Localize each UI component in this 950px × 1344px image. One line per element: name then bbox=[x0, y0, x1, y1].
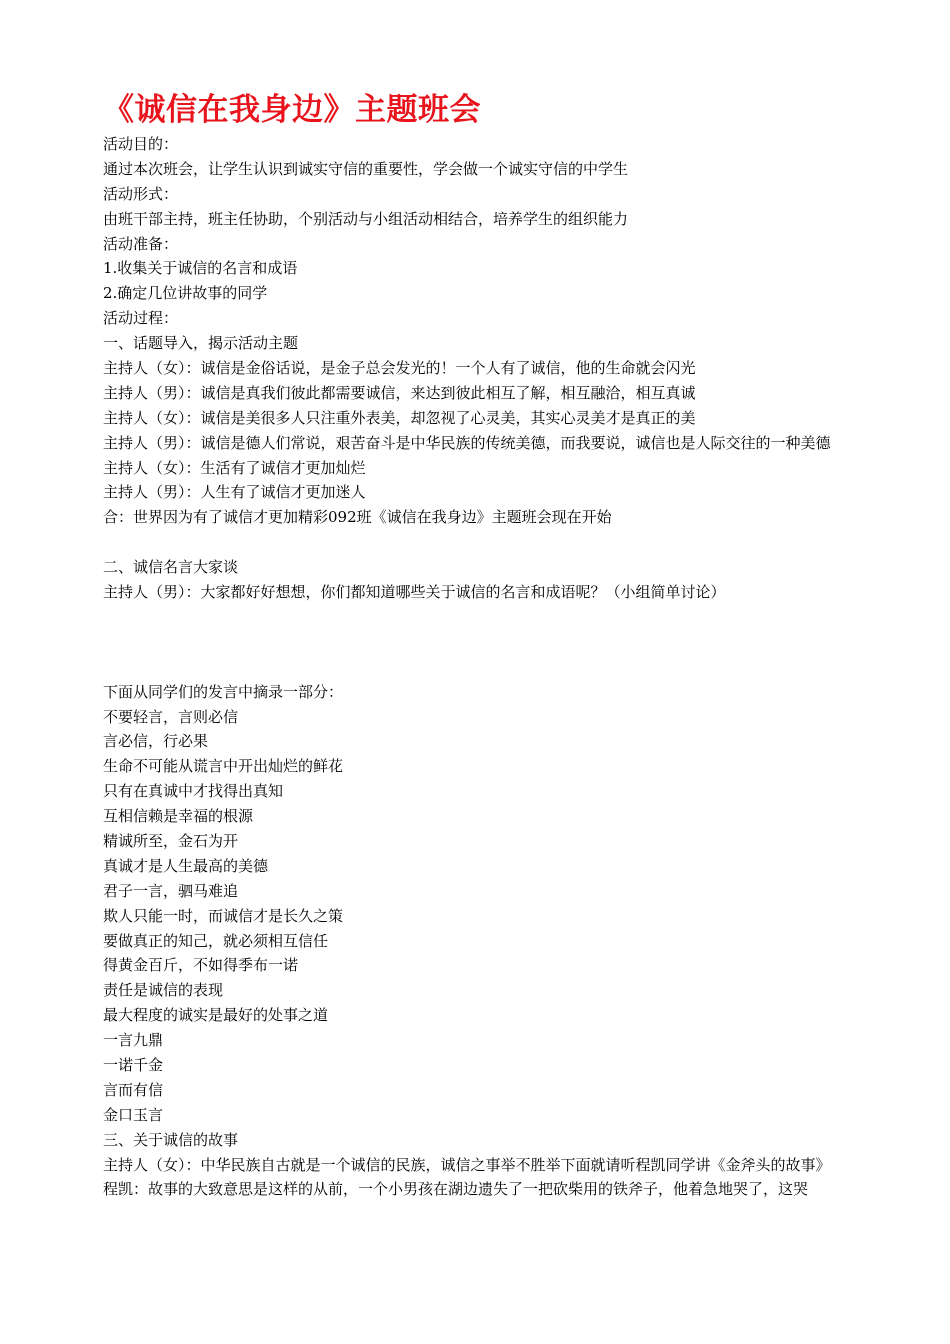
quote-item: 言而有信 bbox=[103, 1080, 164, 1099]
quote-item: 不要轻言，言则必信 bbox=[103, 707, 239, 726]
quote-item: 真诚才是人生最高的美德 bbox=[103, 856, 269, 875]
quote-item: 金口玉言 bbox=[103, 1105, 164, 1124]
dialogue-paragraph: 主持人（男）：诚信是德人们常说，艰苦奋斗是中华民族的传统美德，而我要说，诚信也是人际交往的一种美德 bbox=[103, 433, 831, 452]
blank-line bbox=[103, 530, 868, 555]
quote-item: 最大程度的诚实是最好的处事之道 bbox=[103, 1006, 329, 1025]
quote-item: 得黄金百斤，不如得季布一诺 bbox=[103, 956, 299, 975]
blank-space bbox=[103, 605, 868, 680]
dialogue-line: 主持人（女）：生活有了诚信才更加灿烂 bbox=[103, 458, 366, 477]
quote-item: 一诺千金 bbox=[103, 1055, 164, 1074]
quote-item: 互相信赖是幸福的根源 bbox=[103, 807, 254, 826]
prep-item: 1.收集关于诚信的名言和成语 bbox=[103, 259, 298, 278]
section3-heading: 三、关于诚信的故事 bbox=[103, 1130, 239, 1149]
document-title: 《诚信在我身边》主题班会 bbox=[103, 92, 481, 128]
quote-item: 精诚所至，金石为开 bbox=[103, 831, 239, 850]
document-body bbox=[103, 132, 868, 1202]
section3-story-line: 程凯：故事的大致意思是这样的从前，一个小男孩在湖边遗失了一把砍柴用的铁斧子，他着急地哭了，这哭 bbox=[103, 1180, 809, 1199]
quote-item: 只有在真诚中才找得出真知 bbox=[103, 782, 284, 801]
section2-prompt: 主持人（男）：大家都好好想想，你们都知道哪些关于诚信的名言和成语呢？（小组简单讨论） bbox=[103, 583, 726, 602]
purpose-heading: 活动目的： bbox=[103, 135, 179, 153]
quote-item: 责任是诚信的表现 bbox=[103, 981, 224, 1000]
quote-item: 生命不可能从谎言中开出灿烂的鲜花 bbox=[103, 757, 344, 776]
dialogue-line: 主持人（男）：诚信是真我们彼此都需要诚信，来达到彼此相互了解，相互融洽，相互真诚 bbox=[103, 383, 696, 402]
process-heading: 活动过程： bbox=[103, 309, 179, 328]
quote-item: 君子一言，驷马难追 bbox=[103, 881, 239, 900]
form-text: 由班干部主持，班主任协助，个别活动与小组活动相结合，培养学生的组织能力 bbox=[103, 209, 629, 228]
section2-heading: 二、诚信名言大家谈 bbox=[103, 558, 239, 577]
purpose-text: 通过本次班会，让学生认识到诚实守信的重要性，学会做一个诚实守信的中学生 bbox=[103, 159, 629, 178]
quote-item: 欺人只能一时，而诚信才是长久之策 bbox=[103, 906, 344, 925]
prep-heading: 活动准备： bbox=[103, 234, 179, 253]
quote-item: 一言九鼎 bbox=[103, 1031, 164, 1050]
dialogue-line: 主持人（女）：诚信是美很多人只注重外表美，却忽视了心灵美，其实心灵美才是真正的美 bbox=[103, 408, 696, 427]
quotes-intro: 下面从同学们的发言中摘录一部分： bbox=[103, 682, 344, 701]
section1-heading: 一、话题导入，揭示活动主题 bbox=[103, 334, 299, 353]
prep-item: 2.确定几位讲故事的同学 bbox=[103, 284, 268, 303]
quote-item: 要做真正的知己，就必须相互信任 bbox=[103, 931, 329, 950]
dialogue-line: 合：世界因为有了诚信才更加精彩092班《诚信在我身边》主题班会现在开始 bbox=[103, 508, 612, 527]
dialogue-line: 主持人（女）：诚信是金俗话说，是金子总会发光的！一个人有了诚信，他的生命就会闪光 bbox=[103, 359, 696, 378]
form-heading: 活动形式： bbox=[103, 184, 179, 203]
section3-host-paragraph: 主持人（女）：中华民族自古就是一个诚信的民族，诚信之事举不胜举下面就请听程凯同学讲《金斧头的故事》 bbox=[103, 1155, 831, 1174]
quote-item: 言必信，行必果 bbox=[103, 732, 209, 751]
dialogue-line: 主持人（男）：人生有了诚信才更加迷人 bbox=[103, 483, 366, 502]
